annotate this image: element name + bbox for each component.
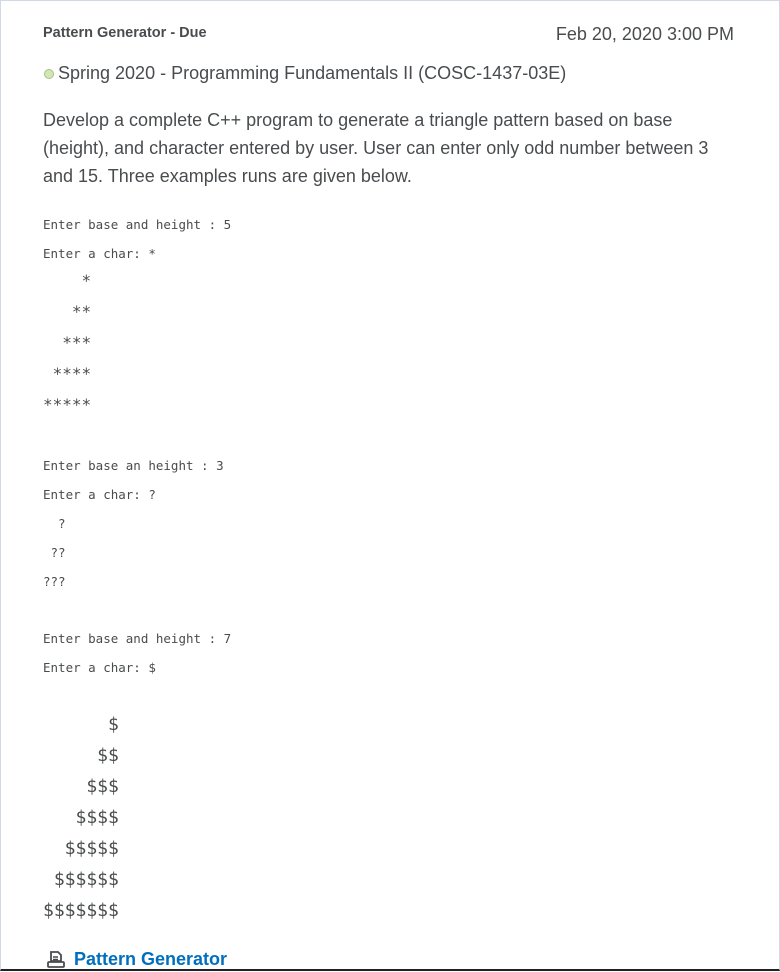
status-dot-icon: [44, 69, 54, 79]
example1-row: **: [43, 302, 92, 321]
example1-prompt-base: Enter base and height : 5: [43, 217, 232, 232]
printer-document-icon: [46, 950, 66, 970]
due-date: Feb 20, 2020 3:00 PM: [555, 24, 734, 44]
example3-row: $$$$$: [43, 838, 119, 859]
attachment-link[interactable]: Pattern Generator: [74, 949, 228, 969]
example1-row: *****: [43, 395, 92, 414]
example3-row: $$$$: [43, 807, 119, 828]
example2-prompt-char: Enter a char: ?: [43, 487, 156, 502]
example3-row: $$$$$$$: [43, 900, 119, 921]
example3-prompt-base: Enter base and height : 7: [43, 631, 232, 646]
example1-row: ****: [43, 364, 92, 383]
example2-row: ??: [43, 545, 66, 560]
example3-row: $$$: [43, 776, 119, 797]
example3-row: $$: [43, 745, 119, 766]
example3-prompt-char: Enter a char: $: [43, 660, 156, 675]
assignment-description: Develop a complete C++ program to generate a triangle pattern based on base (height), and character entered by user. User can enter only odd number between 3 and 15. Three examples runs are given below.: [43, 110, 709, 186]
example1-row: *: [43, 271, 92, 290]
course-line: [44, 63, 566, 84]
example2-row: ???: [43, 574, 66, 589]
course-name: Spring 2020 - Programming Fundamentals II (COSC-1437-03E): [58, 63, 567, 83]
assignment-title: Pattern Generator - Due: [43, 25, 207, 41]
example1-row: ***: [43, 333, 92, 352]
example3-row: $$$$$$: [43, 869, 119, 890]
example2-prompt-base: Enter base an height : 3: [43, 458, 224, 473]
attachment[interactable]: [46, 949, 227, 970]
example1-prompt-char: Enter a char: *: [43, 246, 156, 261]
example2-row: ?: [43, 516, 66, 531]
example3-row: $: [43, 714, 119, 735]
